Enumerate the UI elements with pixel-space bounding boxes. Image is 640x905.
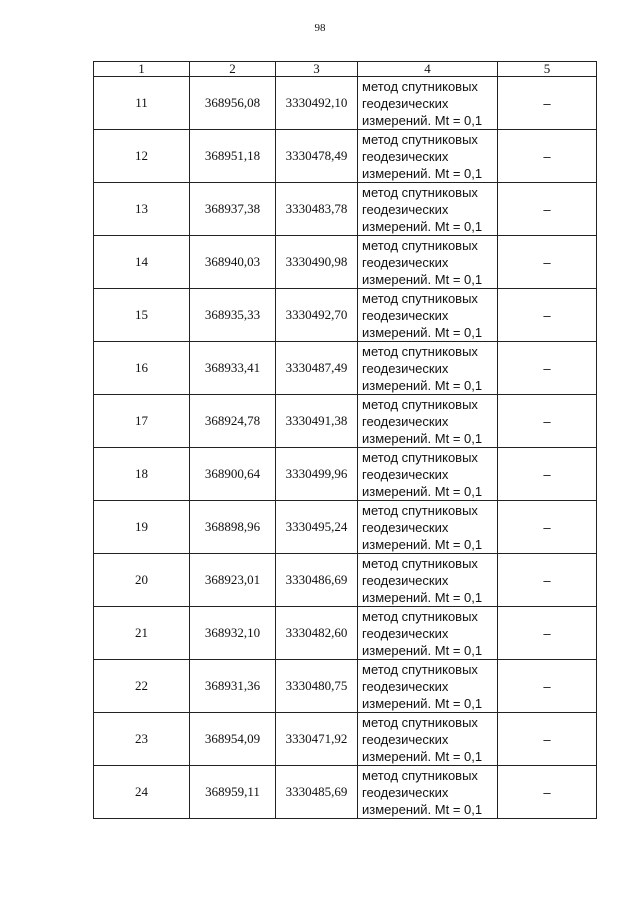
y-coordinate-cell: 3330491,38 [276,395,358,448]
note-cell: – [498,183,597,236]
x-coordinate-cell: 368933,41 [190,342,276,395]
method-cell [358,183,498,236]
point-number-cell: 18 [94,448,190,501]
method-line: метод спутниковых [362,184,478,200]
point-number-cell: 17 [94,395,190,448]
note-cell: – [498,713,597,766]
method-line: измерений. Mt = 0,1 [362,165,483,181]
column-header-2: 2 [190,62,276,77]
table-row [94,713,597,766]
note-cell: – [498,130,597,183]
table-header-row [94,62,597,77]
column-header-4: 4 [358,62,498,77]
method-line: метод спутниковых [362,767,478,783]
method-line: геодезических [362,95,449,111]
method-cell [358,660,498,713]
method-cell [358,713,498,766]
method-cell [358,554,498,607]
y-coordinate-cell: 3330490,98 [276,236,358,289]
table-row [94,130,597,183]
method-line: измерений. Mt = 0,1 [362,112,483,128]
method-line: измерений. Mt = 0,1 [362,695,483,711]
note-cell: – [498,289,597,342]
method-line: геодезических [362,307,449,323]
point-number-cell: 22 [94,660,190,713]
method-line: метод спутниковых [362,131,478,147]
method-cell [358,77,498,130]
method-cell [358,130,498,183]
y-coordinate-cell: 3330485,69 [276,766,358,819]
method-line: измерений. Mt = 0,1 [362,536,483,552]
note-cell: – [498,660,597,713]
method-line: метод спутниковых [362,714,478,730]
y-coordinate-cell: 3330471,92 [276,713,358,766]
method-line: геодезических [362,572,449,588]
x-coordinate-cell: 368923,01 [190,554,276,607]
point-number-cell: 15 [94,289,190,342]
method-line: метод спутниковых [362,396,478,412]
point-number-cell: 20 [94,554,190,607]
y-coordinate-cell: 3330480,75 [276,660,358,713]
page-number: 98 [314,22,326,34]
y-coordinate-cell: 3330499,96 [276,448,358,501]
method-cell [358,236,498,289]
method-line: геодезических [362,148,449,164]
note-cell: – [498,766,597,819]
method-line: измерений. Mt = 0,1 [362,748,483,764]
x-coordinate-cell: 368954,09 [190,713,276,766]
method-line: измерений. Mt = 0,1 [362,377,483,393]
method-line: геодезических [362,784,449,800]
method-line: метод спутниковых [362,290,478,306]
x-coordinate-cell: 368937,38 [190,183,276,236]
table-row [94,289,597,342]
y-coordinate-cell: 3330495,24 [276,501,358,554]
method-line: измерений. Mt = 0,1 [362,271,483,287]
method-line: метод спутниковых [362,502,478,518]
note-cell: – [498,342,597,395]
table-row [94,554,597,607]
point-number-cell: 11 [94,77,190,130]
table-row [94,448,597,501]
column-header-5: 5 [498,62,597,77]
method-cell [358,766,498,819]
method-line: измерений. Mt = 0,1 [362,218,483,234]
method-line: метод спутниковых [362,555,478,571]
note-cell: – [498,448,597,501]
method-cell [358,289,498,342]
y-coordinate-cell: 3330492,10 [276,77,358,130]
y-coordinate-cell: 3330486,69 [276,554,358,607]
note-cell: – [498,77,597,130]
table-row [94,607,597,660]
method-cell [358,448,498,501]
table-row [94,501,597,554]
method-line: метод спутниковых [362,449,478,465]
method-line: геодезических [362,519,449,535]
method-line: геодезических [362,360,449,376]
point-number-cell: 24 [94,766,190,819]
method-line: метод спутниковых [362,237,478,253]
note-cell: – [498,236,597,289]
x-coordinate-cell: 368900,64 [190,448,276,501]
coordinates-table [93,61,597,819]
point-number-cell: 19 [94,501,190,554]
method-line: измерений. Mt = 0,1 [362,801,483,817]
method-line: геодезических [362,466,449,482]
note-cell: – [498,554,597,607]
table-row [94,183,597,236]
point-number-cell: 13 [94,183,190,236]
y-coordinate-cell: 3330487,49 [276,342,358,395]
method-line: измерений. Mt = 0,1 [362,324,483,340]
column-header-1: 1 [94,62,190,77]
x-coordinate-cell: 368924,78 [190,395,276,448]
x-coordinate-cell: 368935,33 [190,289,276,342]
table-row [94,660,597,713]
method-line: геодезических [362,413,449,429]
method-line: метод спутниковых [362,661,478,677]
method-line: геодезических [362,678,449,694]
method-line: геодезических [362,254,449,270]
method-line: геодезических [362,201,449,217]
x-coordinate-cell: 368898,96 [190,501,276,554]
point-number-cell: 12 [94,130,190,183]
table-row [94,342,597,395]
method-cell [358,342,498,395]
x-coordinate-cell: 368959,11 [190,766,276,819]
method-line: метод спутниковых [362,78,478,94]
x-coordinate-cell: 368931,36 [190,660,276,713]
column-header-3: 3 [276,62,358,77]
point-number-cell: 23 [94,713,190,766]
x-coordinate-cell: 368956,08 [190,77,276,130]
method-line: измерений. Mt = 0,1 [362,642,483,658]
method-cell [358,501,498,554]
note-cell: – [498,395,597,448]
point-number-cell: 16 [94,342,190,395]
method-line: геодезических [362,625,449,641]
method-cell [358,607,498,660]
table-body [94,77,597,819]
method-line: метод спутниковых [362,608,478,624]
point-number-cell: 14 [94,236,190,289]
y-coordinate-cell: 3330492,70 [276,289,358,342]
table-row [94,766,597,819]
method-line: измерений. Mt = 0,1 [362,430,483,446]
table-row [94,236,597,289]
x-coordinate-cell: 368932,10 [190,607,276,660]
method-line: геодезических [362,731,449,747]
method-line: измерений. Mt = 0,1 [362,589,483,605]
y-coordinate-cell: 3330482,60 [276,607,358,660]
table-row [94,77,597,130]
y-coordinate-cell: 3330478,49 [276,130,358,183]
table-row [94,395,597,448]
method-line: метод спутниковых [362,343,478,359]
note-cell: – [498,501,597,554]
x-coordinate-cell: 368940,03 [190,236,276,289]
method-cell [358,395,498,448]
y-coordinate-cell: 3330483,78 [276,183,358,236]
note-cell: – [498,607,597,660]
x-coordinate-cell: 368951,18 [190,130,276,183]
point-number-cell: 21 [94,607,190,660]
method-line: измерений. Mt = 0,1 [362,483,483,499]
